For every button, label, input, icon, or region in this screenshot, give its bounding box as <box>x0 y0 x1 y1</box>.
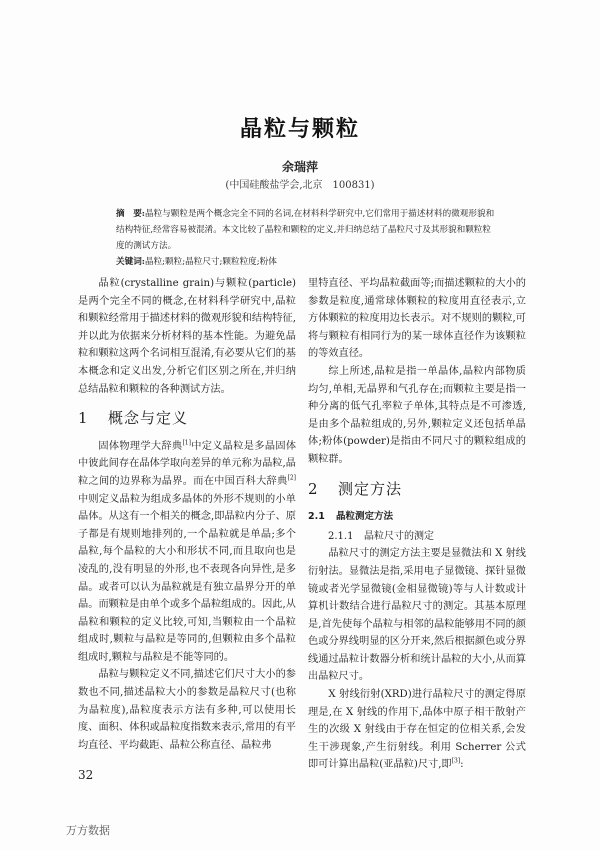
text-run: : <box>460 759 464 771</box>
size-parameter-paragraph: 晶粒与颗粒定义不同,描述它们尺寸大小的参数也不同,描述晶粒大小的参数是晶粒尺寸(也称为晶粒度),晶粒度表示方法有多种,可以使用长度、面积、体积或晶粒度指数来表示,常用的有平均直径、平均截距、晶粒公称直径、晶粒弗 <box>78 669 296 751</box>
citation-ref[interactable]: [3] <box>451 758 461 766</box>
abstract <box>116 206 496 254</box>
subsection-number: 2.1 <box>308 511 325 523</box>
text-run: 固体物理学大辞典 <box>98 440 183 452</box>
citation-ref[interactable]: [2] <box>287 474 296 482</box>
summary-paragraph: 综上所述,晶粒是指一单晶体,晶粒内部物质均匀,单相,无晶界和气孔存在;而颗粒主要是指一种分离的低气孔率粒子单体,其特点是不可渗透,是由多个晶粒组成的,另外,颗粒定义还包括单晶体;粉体(powder)是指由不同尺寸的颗粒组成的颗粒群。 <box>308 365 526 465</box>
paper-title: 晶粒与颗粒 <box>239 117 360 142</box>
intro-paragraph: 晶粒(crystalline grain)与颗粒(particle)是两个完全不同的概念,在材料科学研究中,晶粒和颗粒经常用于描述材料的微观形貌和结构特征,并以此为依据来分析材料的基本性能。为避免晶粒和颗粒这两个名词相互混淆,有必要从它们的基本概念和定义出发,分析它们区别之所在,并归纳总结晶粒和颗粒的各种测试方法。 <box>78 278 296 395</box>
left-column <box>78 275 296 754</box>
subsubsection-title: 晶粒尺寸的测定 <box>364 530 434 542</box>
citation-ref[interactable]: [1] <box>182 439 191 447</box>
subsubsection-heading-2-1-1 <box>328 528 526 546</box>
text-run: 中定义晶粒是多晶固体中彼此间存在晶体学取向差异的单元称为晶粒,晶粒之间的边界称为晶界。而在中国百科大辞典 <box>78 440 297 487</box>
keywords-label: 关键词: <box>116 257 145 267</box>
abstract-block <box>116 206 496 270</box>
section-number: 1 <box>78 409 89 428</box>
text-run: X 射线衍射(XRD)进行晶粒尺寸的测定得原理是,在 X 射线的作用下,晶体中原子相干散射产生的次级 X 射线由于存在恒定的位相关系,会发生干涉现象,产生衍射线。利用 Scherrer 公式即可计算出晶粒(亚晶粒)尺寸,即 <box>308 689 526 771</box>
section-heading-2 <box>308 481 526 499</box>
text-run: 中则定义晶粒为组成多晶体的外形不规则的小单晶体。从这有一个相关的概念,即晶粒内分子、原子都是有规则地排列的,一个晶粒就是单晶;多个晶粒,每个晶粒的大小和形状不同,而且取向也是凌乱的,没有明显的外形,也不表现各向异性,是多晶。或者可以认为晶粒就是有独立晶界分开的单晶。而颗粒是由单个或多个晶粒组成的。因此,从晶粒和颗粒的定义比较,可知,当颗粒由一个晶粒组成时,颗粒与晶粒是等同的,但颗粒由多个晶粒组成时,颗粒与晶粒是不能等同的。 <box>78 493 296 663</box>
section-number: 2 <box>308 479 319 498</box>
section-title: 测定方法 <box>338 479 403 498</box>
page-number: 32 <box>78 768 94 782</box>
subsubsection-number: 2.1.1 <box>328 530 354 542</box>
abstract-label: 摘 要: <box>116 209 145 219</box>
subsection-heading-2-1 <box>308 508 526 526</box>
xrd-paragraph <box>308 686 526 774</box>
microscopy-paragraph: 晶粒尺寸的测定方法主要是显微法和 X 射线衍射法。显微法是指,采用电子显微镜、探针显微镜或者光学显微镜(金相显微镜)等与人计数或计算机计数结合进行晶粒尺寸的测定。其基本原理是,首先使每个晶粒与相邻的晶粒能够用不同的颜色或分界线明显的区分开来,然后根据颜色或分界线通过晶粒计数器分析和统计晶粒的大小,从而算出晶粒尺寸。 <box>308 548 526 683</box>
keywords-text: 晶粒;颗粒;晶粒尺寸;颗粒粒度;粉体 <box>144 257 277 267</box>
section-title: 概念与定义 <box>108 409 189 428</box>
author-affiliation: (中国硅酸盐学会,北京 100831) <box>225 180 375 191</box>
definition-paragraph <box>78 438 296 667</box>
subsection-title: 晶粒测定方法 <box>336 511 394 523</box>
right-column <box>308 275 526 774</box>
author-name: 余瑞萍 <box>281 160 318 174</box>
abstract-text: 晶粒与颗粒是两个概念完全不同的名词,在材料科学研究中,它们常用于描述材料的微观形貌和结构特征,经常容易被混淆。本文比较了晶粒和颗粒的定义,并归纳总结了晶粒尺寸及其形貌和颗粒粒度的测试方法。 <box>116 209 495 251</box>
keywords <box>116 254 496 270</box>
continued-paragraph: 里特直径、平均晶粒截面等;而描述颗粒的大小的参数是粒度,通常球体颗粒的粒度用直径表示,立方体颗粒的粒度用边长表示。对不规则的颗粒,可将与颗粒有相同行为的某一球体直径作为该颗粒的等效直径。 <box>308 278 526 360</box>
section-heading-1 <box>78 410 296 428</box>
watermark: 万方数据 <box>66 824 110 837</box>
